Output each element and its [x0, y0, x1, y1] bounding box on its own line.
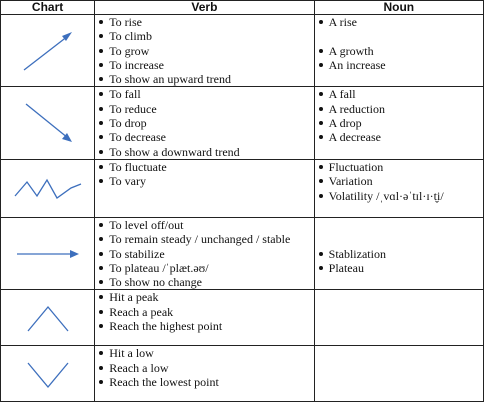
verb-item: Reach a low [109, 360, 169, 375]
verb-item: To reduce [109, 101, 157, 116]
list-item [318, 116, 483, 130]
header-row [1, 1, 484, 15]
arrow-right-icon [13, 248, 83, 260]
bullet-icon [99, 107, 103, 111]
noun-cell [314, 159, 483, 217]
list-item [98, 232, 313, 246]
bullet-icon [99, 92, 103, 96]
bullet-icon [319, 107, 323, 111]
bullet-icon [319, 49, 323, 53]
arrow-up-right-icon [18, 26, 78, 76]
list-item [318, 247, 483, 261]
bullet-icon [319, 121, 323, 125]
bullet-icon [319, 179, 323, 183]
noun-item: A fall [328, 87, 356, 102]
verb-item: To climb [109, 29, 153, 44]
peak-icon [23, 301, 73, 335]
list-item [318, 218, 483, 232]
header-chart: Chart [1, 1, 95, 15]
bullet-icon [99, 49, 103, 53]
bullet-icon [319, 194, 323, 198]
bullet-icon [319, 63, 323, 67]
list-item [98, 174, 313, 188]
noun-item: Variation [328, 174, 373, 189]
verb-item: Reach a peak [109, 304, 174, 319]
verb-item: To level off/out [109, 217, 184, 232]
list-item [318, 261, 483, 275]
chart-cell [1, 217, 95, 289]
verb-list [95, 160, 313, 189]
bullet-icon [99, 351, 103, 355]
verb-cell [95, 290, 314, 346]
bullet-icon [99, 380, 103, 384]
bullet-icon [319, 135, 323, 139]
bullet-icon [99, 63, 103, 67]
list-item [318, 44, 483, 58]
noun-item: Fluctuation [328, 159, 384, 174]
verb-item: To show no change [109, 275, 202, 290]
noun-item: Plateau [328, 260, 364, 275]
verb-item: Reach the highest point [109, 319, 223, 334]
noun-item: Volatility /ˌvɑl·əˈtɪl·ɪ·t̬i/ [328, 188, 444, 203]
bullet-icon [319, 266, 323, 270]
list-item [98, 247, 313, 261]
table-row [1, 346, 484, 402]
verb-item: To drop [109, 116, 147, 131]
list-item [318, 15, 483, 29]
noun-cell [314, 87, 483, 159]
noun-item: A growth [328, 43, 374, 58]
header-verb: Verb [95, 1, 314, 15]
table-row [1, 217, 484, 289]
bullet-icon [99, 295, 103, 299]
bullet-icon [99, 34, 103, 38]
list-item [98, 15, 313, 29]
list-item [98, 160, 313, 174]
noun-item: A drop [328, 116, 362, 131]
list-item [98, 145, 313, 159]
table-row [1, 290, 484, 346]
verb-item: Hit a peak [109, 290, 159, 305]
verb-item: To decrease [109, 130, 166, 145]
bullet-icon [99, 252, 103, 256]
verb-cell [95, 87, 314, 159]
list-item [98, 102, 313, 116]
list-item [98, 275, 313, 289]
verb-item: To vary [109, 174, 147, 189]
chart-cell [1, 159, 95, 217]
verb-list [95, 346, 313, 389]
list-item [98, 29, 313, 43]
bullet-icon [319, 165, 323, 169]
bullet-icon [99, 366, 103, 370]
list-item [318, 87, 483, 101]
bullet-icon [99, 135, 103, 139]
verb-item: To show an upward trend [109, 72, 231, 87]
list-item [98, 346, 313, 360]
verb-item: To show a downward trend [109, 144, 240, 159]
list-item [98, 261, 313, 275]
verb-item: To stabilize [109, 246, 165, 261]
verb-cell [95, 217, 314, 289]
verb-item: To increase [109, 57, 164, 72]
verb-cell [95, 346, 314, 402]
bullet-icon [99, 280, 103, 284]
list-item [318, 160, 483, 174]
bullet-icon [99, 20, 103, 24]
list-item [98, 130, 313, 144]
list-item [98, 290, 313, 304]
verb-cell [95, 15, 314, 87]
noun-item: Stablization [328, 246, 386, 261]
arrow-down-right-icon [18, 98, 78, 148]
list-item [98, 58, 313, 72]
list-item [98, 72, 313, 86]
list-item [98, 375, 313, 389]
bullet-icon [99, 310, 103, 314]
list-item [98, 305, 313, 319]
chart-cell [1, 290, 95, 346]
verb-cell [95, 159, 314, 217]
verb-list [95, 290, 313, 333]
verb-item: To fall [109, 87, 141, 102]
list-item [98, 44, 313, 58]
bullet-icon [99, 237, 103, 241]
list-item [318, 174, 483, 188]
list-item [98, 319, 313, 333]
chart-cell [1, 346, 95, 402]
bullet-icon [99, 77, 103, 81]
noun-list [315, 160, 483, 203]
header-noun: Noun [314, 1, 483, 15]
noun-item: An increase [328, 57, 386, 72]
bullet-icon [99, 121, 103, 125]
verb-item: To plateau /ˈplæt.əʊ/ [109, 260, 209, 275]
bullet-icon [99, 223, 103, 227]
verb-item: Reach the lowest point [109, 375, 219, 390]
list-item [318, 232, 483, 246]
chart-cell [1, 15, 95, 87]
trough-icon [23, 357, 73, 391]
zigzag-icon [13, 174, 83, 202]
list-item [318, 189, 483, 203]
list-item [98, 218, 313, 232]
bullet-icon [319, 20, 323, 24]
noun-cell [314, 346, 483, 402]
verb-item: To grow [109, 43, 150, 58]
noun-cell [314, 290, 483, 346]
list-item [318, 58, 483, 72]
bullet-icon [99, 165, 103, 169]
bullet-icon [99, 150, 103, 154]
verb-item: To rise [109, 15, 143, 29]
bullet-icon [99, 266, 103, 270]
table-row [1, 87, 484, 159]
noun-item: A rise [328, 15, 357, 29]
verb-item: Hit a low [109, 346, 154, 361]
verb-list [95, 87, 313, 158]
noun-item: A reduction [328, 101, 385, 116]
verb-list [95, 15, 313, 86]
list-item [318, 102, 483, 116]
bullet-icon [99, 179, 103, 183]
bullet-icon [99, 324, 103, 328]
noun-cell [314, 217, 483, 289]
list-item [98, 361, 313, 375]
noun-list [315, 218, 483, 275]
verb-list [95, 218, 313, 289]
list-item [98, 116, 313, 130]
bullet-icon [319, 92, 323, 96]
verb-item: To fluctuate [109, 159, 167, 174]
noun-cell [314, 15, 483, 87]
noun-list [315, 15, 483, 72]
table-row [1, 159, 484, 217]
bullet-icon [319, 252, 323, 256]
table-row [1, 15, 484, 87]
list-item [318, 29, 483, 43]
chart-cell [1, 87, 95, 159]
list-item [98, 87, 313, 101]
noun-item: A decrease [328, 130, 381, 145]
noun-list [315, 87, 483, 144]
list-item [318, 130, 483, 144]
verb-item: To remain steady / unchanged / stable [109, 232, 291, 247]
